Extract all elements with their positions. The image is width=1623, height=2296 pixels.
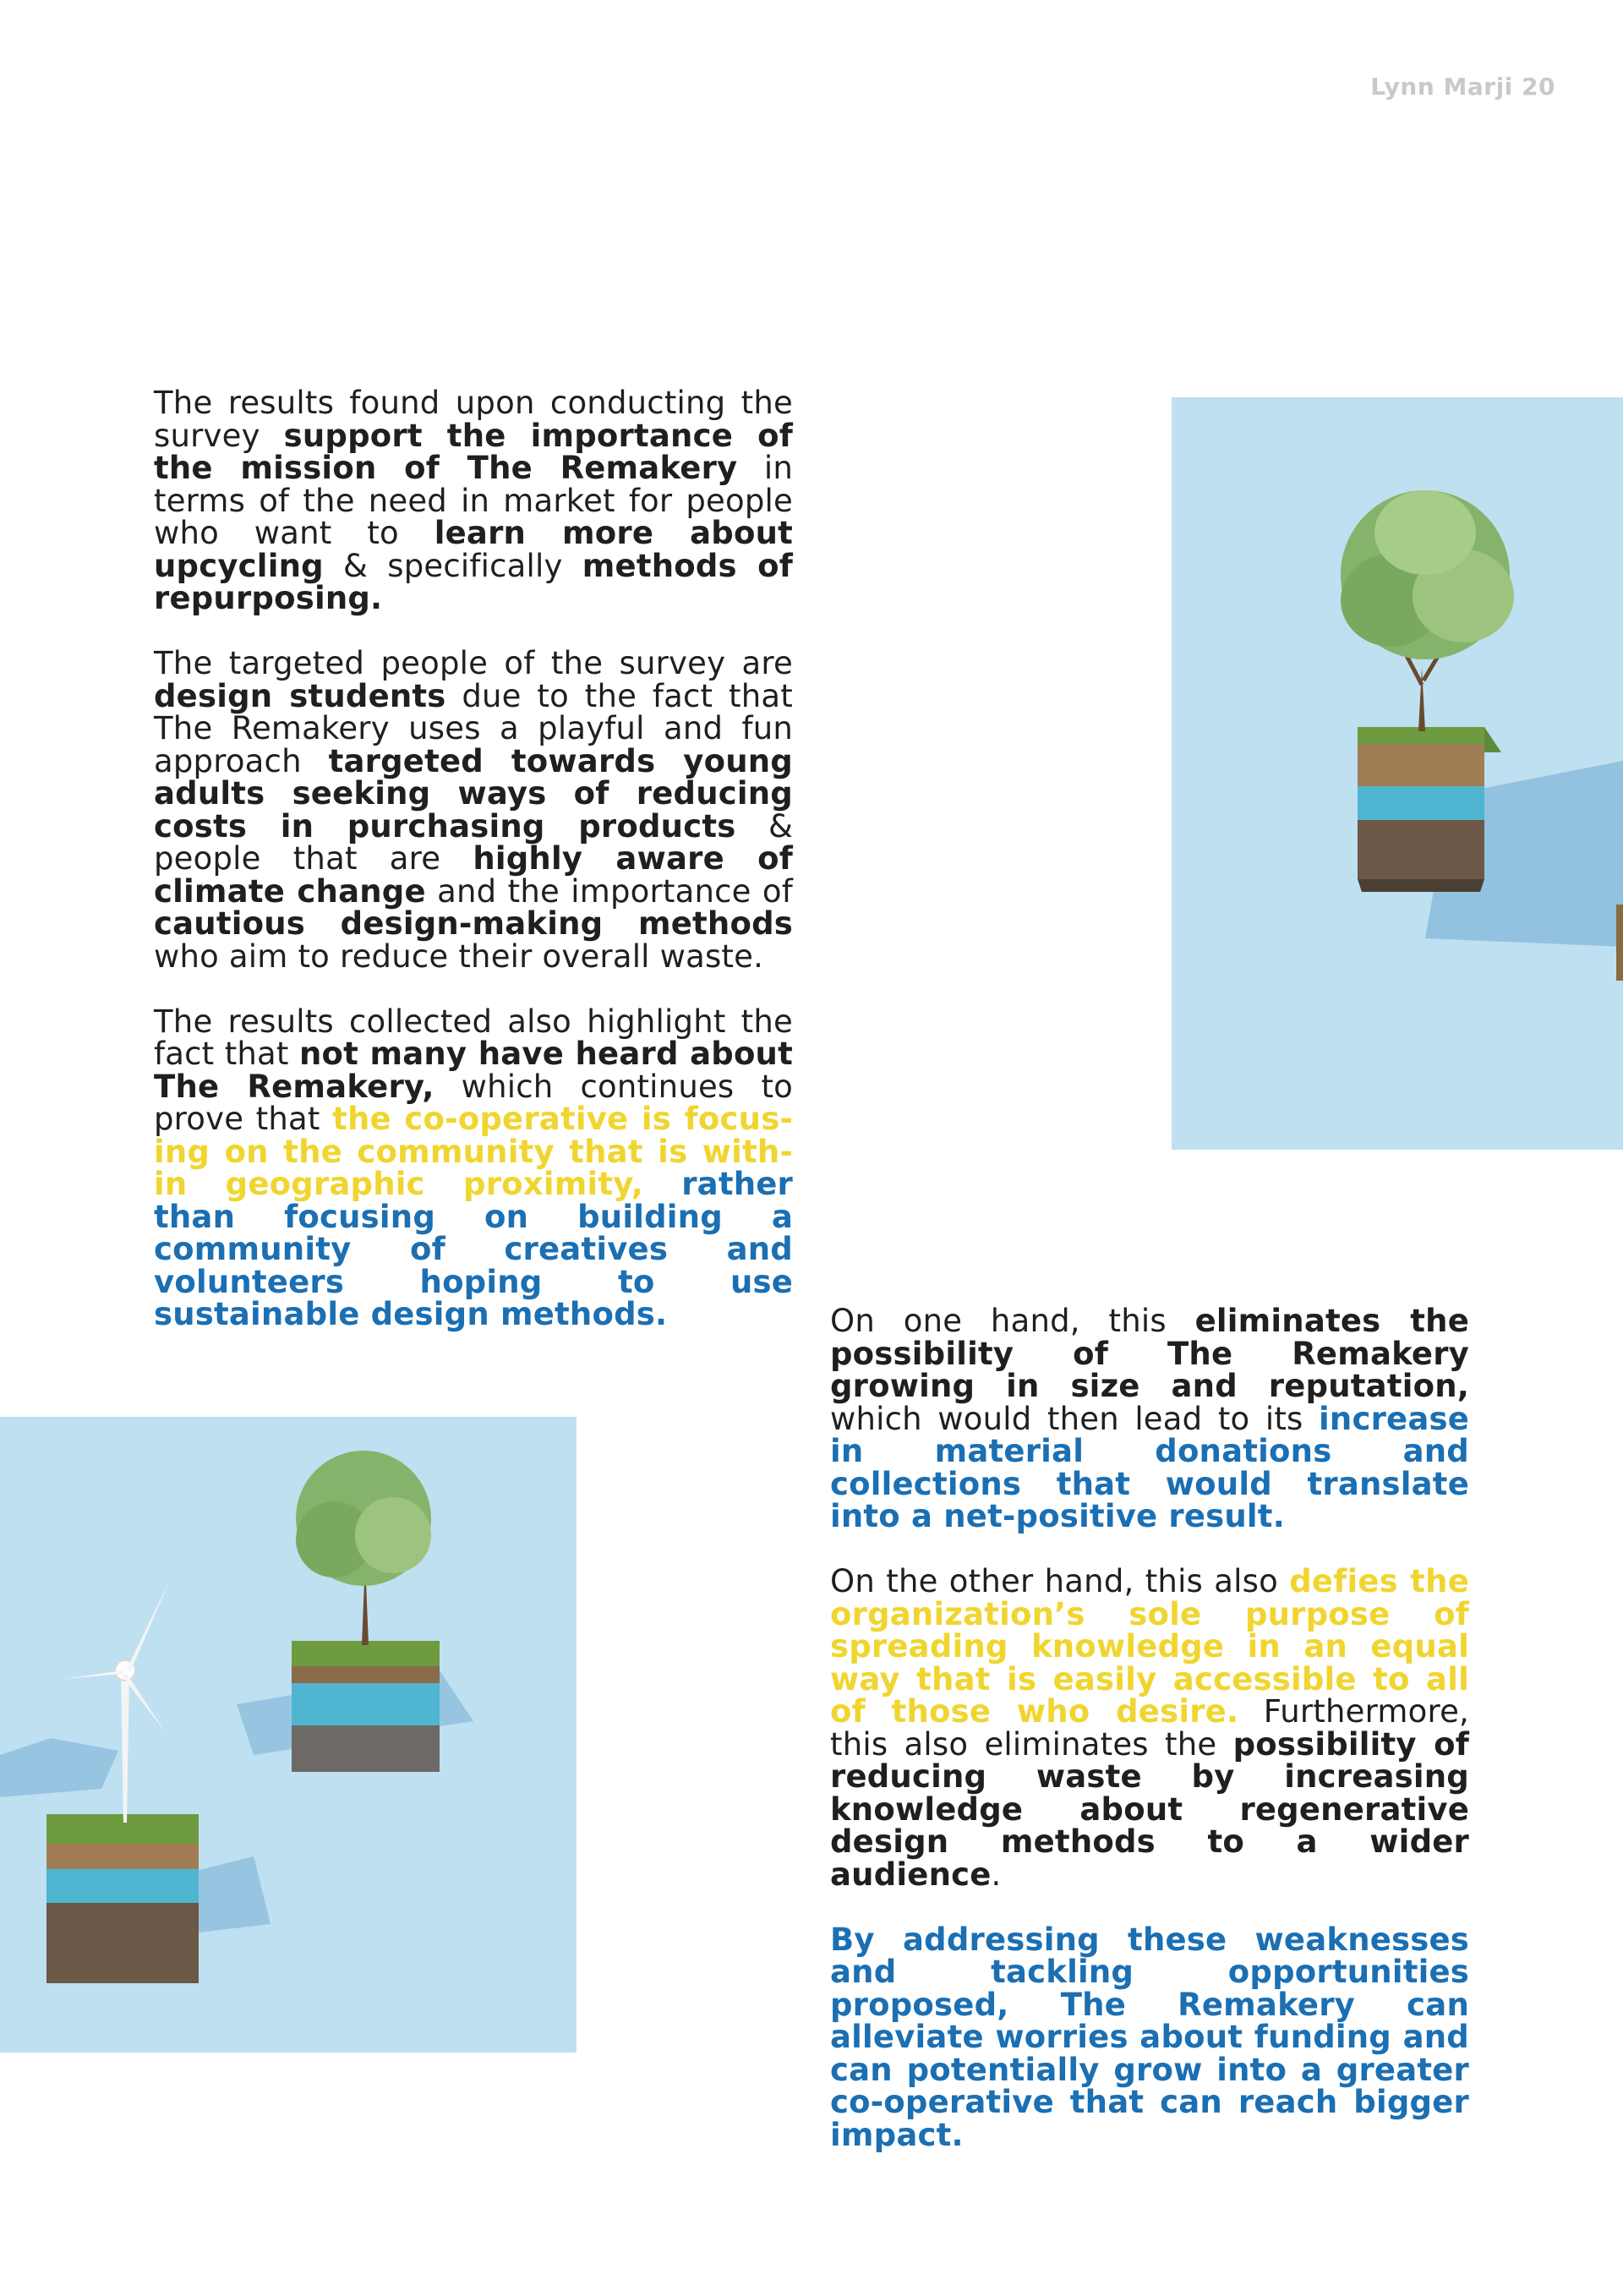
bold-run: eliminates the possibility of The Remakery growing in size and reputation,	[830, 1303, 1469, 1404]
text-run: in terms of the need in market for people who want to	[154, 450, 793, 551]
text-run: who aim to reduce their overall waste.	[154, 938, 764, 975]
paragraph-survey-results	[154, 387, 793, 615]
blue-highlight-run: rather than focusing on building a community of creatives and volunteers hoping to use sustainable design methods.	[154, 1166, 793, 1332]
text-run: and the importance of	[425, 872, 793, 910]
yellow-highlight-run: defies the organization’s sole purpose of spreading knowledge in an equal way that is easily accessible to all of those who desire.	[830, 1563, 1469, 1730]
bold-run: not many have heard about The Remakery,	[154, 1036, 793, 1105]
paragraph-conclusion	[830, 1921, 1469, 2153]
right-text-column	[830, 1305, 1469, 2184]
blue-highlight-run: increase in material donations and collections that would translate into a net-positive result.	[830, 1400, 1469, 1534]
text-run: which would then lead to its	[830, 1400, 1320, 1437]
text-run: & specifically	[323, 547, 582, 584]
author-name: Lynn Marji	[1370, 73, 1513, 101]
text-run: The results collected also highlight the fact that	[154, 1003, 793, 1072]
text-run: On one hand, this	[830, 1303, 1195, 1339]
text-run: Furthermore, this also eliminates the	[830, 1693, 1469, 1763]
wind-turbine-and-tree-soil-cubes-icon	[0, 1417, 577, 2053]
blue-highlight-run: By addressing these weaknesses and tackling opportunities proposed, The Remakery can alleviate worries about funding and can potentially grow into a greater co-operative that can reach bigger impact.	[830, 1921, 1469, 2153]
page-header	[1370, 73, 1555, 101]
text-run: On the other hand, this also	[830, 1563, 1290, 1599]
text-run: & people that are	[154, 807, 793, 877]
text-run: The targeted people of the survey are	[154, 645, 793, 681]
bold-run: targeted towards young adults seeking ways of reducing costs in purchasing products	[154, 742, 793, 845]
paragraph-other-hand	[830, 1563, 1470, 1893]
bold-run: possibility of reducing waste by increasing knowledge about regenerative design methods to a wider audience	[830, 1725, 1470, 1893]
bold-run: cautious design-making methods	[154, 905, 793, 942]
yellow-highlight-run: the co-operative is focus-ing on the community that is with-in geographic proximity,	[154, 1101, 793, 1202]
left-text-column	[154, 387, 793, 1364]
bold-run: learn more about upcycling	[154, 515, 793, 584]
tree-on-soil-cube-icon	[1172, 397, 1623, 1150]
paragraph-one-hand	[830, 1305, 1469, 1533]
bold-run: support the importance of the mission of The Remakery	[154, 417, 793, 486]
text-run: due to the fact that The Remakery uses a playful and fun approach	[154, 677, 793, 779]
turbine-tree-photo	[0, 1417, 577, 2053]
paragraph-results-collected	[154, 1003, 793, 1332]
text-run: .	[991, 1856, 1002, 1893]
page-number: 20	[1522, 73, 1555, 101]
text-run: which continues to prove that	[154, 1068, 793, 1137]
text-run: The results found upon conducting the survey	[154, 385, 793, 454]
tree-cube-photo	[1172, 397, 1623, 1150]
bold-run: design students	[154, 677, 446, 714]
paragraph-targeted-people	[154, 645, 794, 975]
bold-run: highly aware of climate change	[154, 840, 794, 910]
bold-run: methods of repurposing.	[154, 547, 793, 616]
